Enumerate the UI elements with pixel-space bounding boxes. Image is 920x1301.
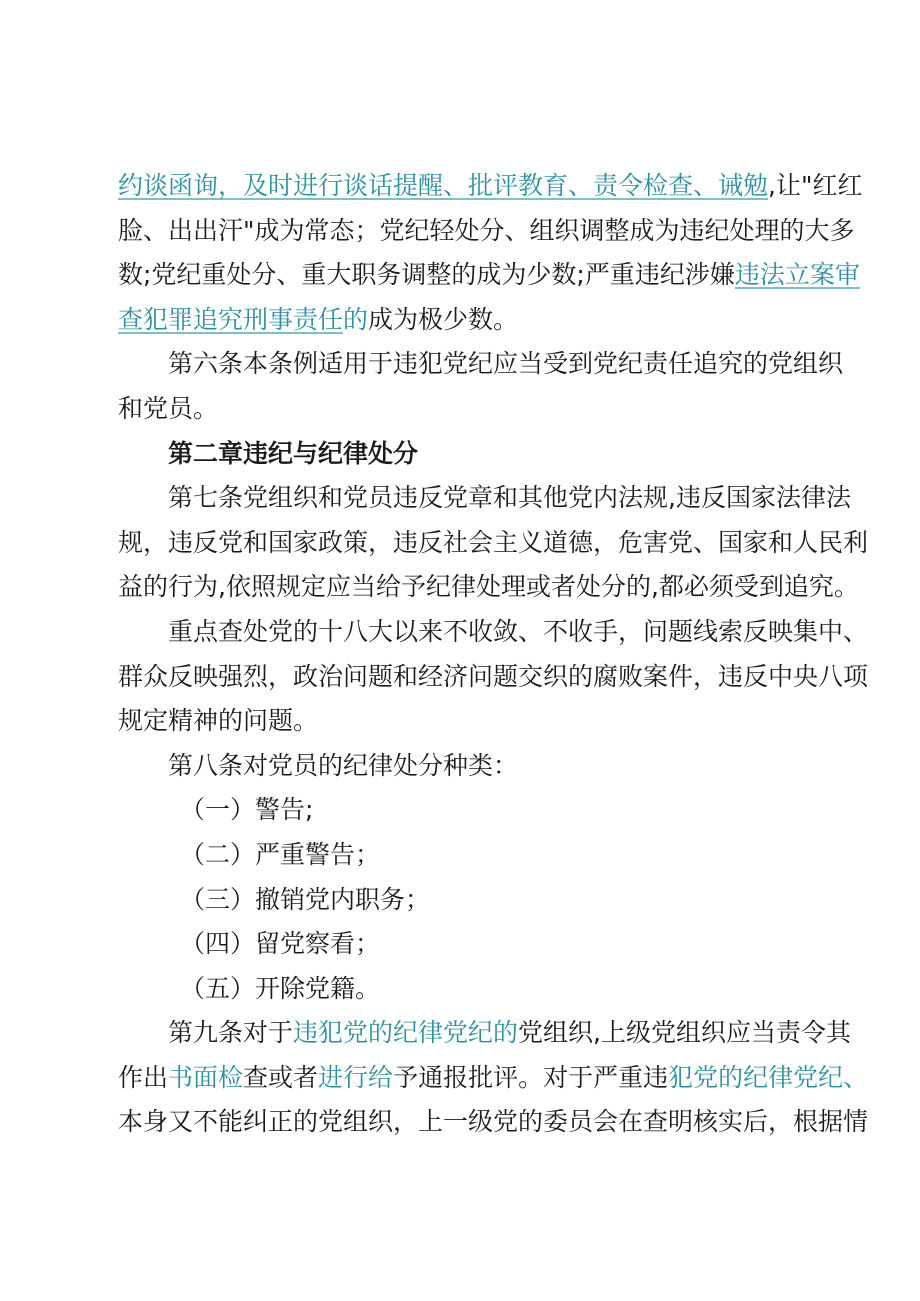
article-9-line-1 <box>118 1011 851 1056</box>
focus-paragraph-line-3 <box>118 699 818 744</box>
chapter-heading <box>118 432 818 477</box>
body-text: 作出 <box>118 1062 169 1092</box>
list-item-text: （三）撤销党内职务； <box>180 884 431 914</box>
text-line-4 <box>118 298 818 343</box>
linked-text[interactable]: 约谈函询，及时进行谈话提醒、批评教育、责令检查、诫勉 <box>118 171 769 200</box>
focus-paragraph-line-1 <box>118 610 869 655</box>
body-text: 群众反映强烈，政治问题和经济问题交织的腐败案件，违反中央八项 <box>118 661 869 691</box>
list-item-1 <box>118 788 818 833</box>
article-7-line-2 <box>118 521 869 566</box>
linked-text[interactable]: 书面检 <box>168 1062 244 1092</box>
body-text: 重点查处党的十八大以来不收敛、不收手，问题线索反映集中、 <box>168 616 869 646</box>
list-item-text: （四）留党察看； <box>180 929 381 959</box>
body-text: 成为极少数。 <box>368 304 519 334</box>
linked-text[interactable]: 违法立案审 <box>734 260 860 290</box>
article-7-line-3 <box>118 565 859 610</box>
text-line-3 <box>118 253 860 298</box>
article-7-line-1 <box>118 476 851 521</box>
article-8-line <box>118 744 818 789</box>
body-text: 第八条对党员的纪律处分种类： <box>168 750 519 780</box>
body-text: 益的行为,依照规定应当给予纪律处理或者处分的,都必须受到追究。 <box>118 572 859 602</box>
body-text: 本身又不能纠正的党组织，上一级党的委员会在查明核实后，根据情 <box>118 1107 869 1137</box>
body-text: 第九条对于 <box>168 1018 294 1048</box>
article-6-line-2 <box>118 387 818 432</box>
body-text: 规定精神的问题。 <box>118 706 319 736</box>
body-text: 予通报批评。对于严重违 <box>393 1062 669 1092</box>
body-text: 党组织,上级党组织应当责令其 <box>518 1018 851 1048</box>
list-item-5 <box>118 967 818 1012</box>
highlighted-text: 的 <box>343 304 369 334</box>
text-line-2 <box>118 209 855 254</box>
focus-paragraph-line-2 <box>118 655 869 700</box>
body-text: 数;党纪重处分、重大职务调整的成为少数;严重违纪涉嫌 <box>118 260 735 290</box>
body-text: 规，违反党和国家政策，违反社会主义道德，危害党、国家和人民利 <box>118 527 869 557</box>
article-9-line-2 <box>118 1056 869 1101</box>
chapter-title: 第二章违纪与纪律处分 <box>168 438 419 468</box>
text-line-1 <box>118 164 863 209</box>
linked-text[interactable]: 进行给 <box>318 1062 394 1092</box>
list-item-2 <box>118 833 818 878</box>
article-9-line-3 <box>118 1100 869 1145</box>
list-item-text: （五）开除党籍。 <box>180 973 381 1003</box>
document-page <box>118 164 869 1145</box>
list-item-text: （一）警告; <box>180 795 314 825</box>
linked-text[interactable]: 纪律党纪、 <box>743 1062 869 1092</box>
body-text: 查或者 <box>243 1062 319 1092</box>
list-item-3 <box>118 878 818 923</box>
body-text: 和党员。 <box>118 393 219 423</box>
article-6-line-1 <box>118 342 844 387</box>
linked-text[interactable]: 查犯罪追究刑事责任 <box>118 304 344 334</box>
linked-text[interactable]: 犯党的 <box>668 1062 744 1092</box>
list-item-4 <box>118 922 818 967</box>
list-item-text: （二）严重警告； <box>180 839 381 869</box>
body-text: 第七条党组织和党员违反党章和其他党内法规,违反国家法律法 <box>168 483 851 513</box>
linked-text[interactable]: 违犯党的纪律党纪的 <box>293 1018 519 1048</box>
body-text: 脸、出出汗"成为常态；党纪轻处分、组织调整成为违纪处理的大多 <box>118 215 855 245</box>
body-text: ,让"红红 <box>768 171 863 200</box>
body-text: 第六条本条例适用于违犯党纪应当受到党纪责任追究的党组织 <box>168 349 844 379</box>
